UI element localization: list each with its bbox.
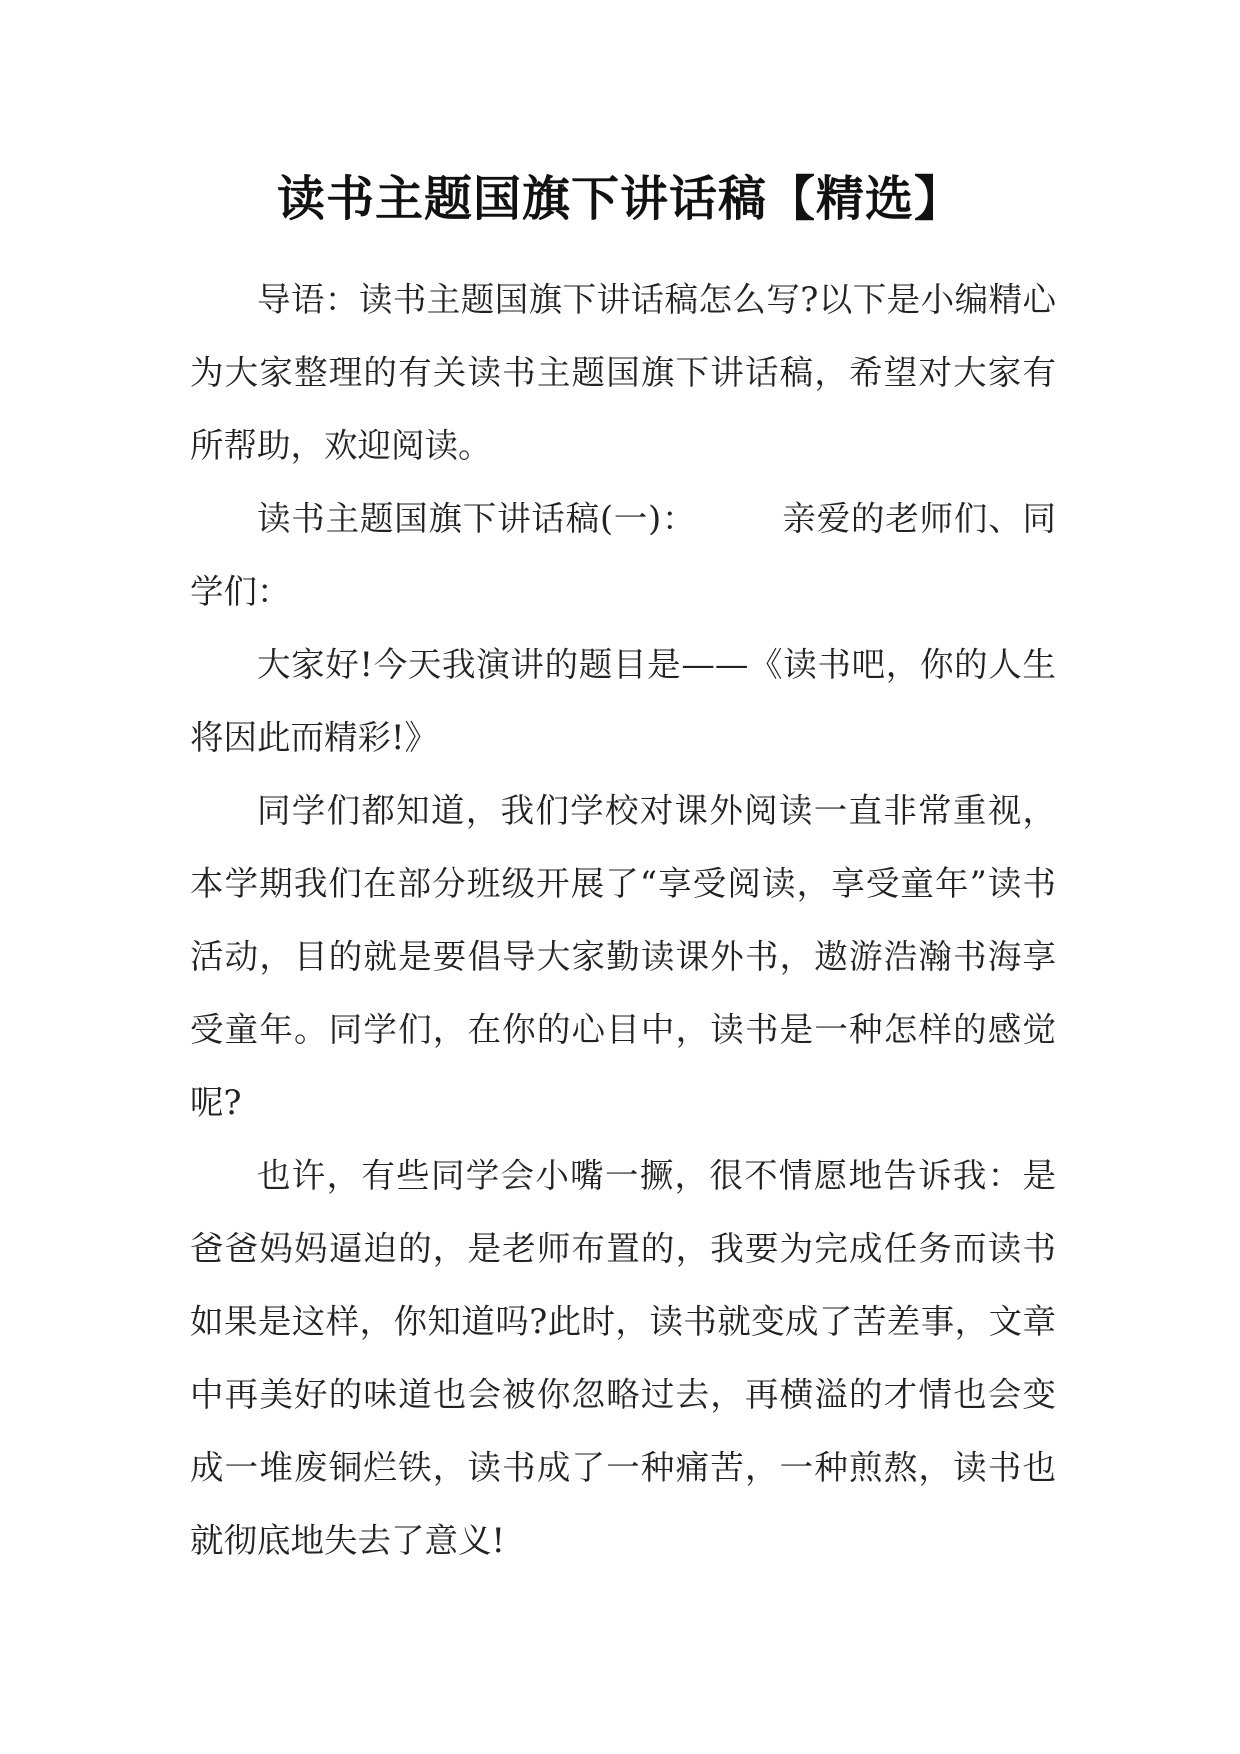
document-body	[190, 263, 1056, 1577]
body-paragraph: 也许，有些同学会小嘴一撅，很不情愿地告诉我：是爸爸妈妈逼迫的，是老师布置的，我要为完成任务而读书如果是这样，你知道吗?此时，读书就变成了苦差事，文章中再美好的味道也会被你忽略过去，再横溢的才情也会变成一堆废铜烂铁，读书成了一种痛苦，一种煎熬，读书也就彻底地失去了意义!	[190, 1156, 1056, 1560]
speech-heading-paragraph: 读书主题国旗下讲话稿(一)： 亲爱的老师们、同学们：	[190, 499, 1056, 611]
greeting-paragraph: 大家好!今天我演讲的题目是——《读书吧，你的人生将因此而精彩!》	[190, 645, 1056, 757]
document-title: 读书主题国旗下讲话稿【精选】	[276, 171, 963, 227]
body-paragraph: 同学们都知道，我们学校对课外阅读一直非常重视，本学期我们在部分班级开展了“享受阅读，享受童年”读书活动，目的就是要倡导大家勤读课外书，遨游浩瀚书海享受童年。同学们，在你的心目中，读书是一种怎样的感觉呢?	[190, 791, 1056, 1122]
intro-paragraph: 导语：读书主题国旗下讲话稿怎么写?以下是小编精心为大家整理的有关读书主题国旗下讲话稿，希望对大家有所帮助，欢迎阅读。	[190, 280, 1056, 465]
